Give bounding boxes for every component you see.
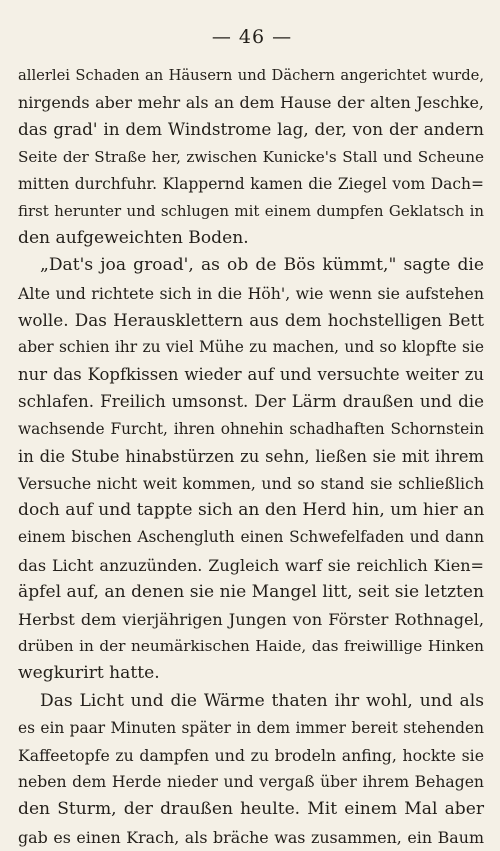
text-line: nirgends aber mehr als an dem Hause der alten Jeschke, [18, 93, 484, 113]
text-line: den aufgeweichten Boden. [18, 228, 249, 249]
text-line: Kaffeetopfe zu dampfen und zu brodeln anfing, hockte sie [18, 746, 484, 766]
text-line: gab es einen Krach, als bräche was zusammen, ein Baum [18, 827, 484, 847]
text-line: „Dat's joa groad', as ob de Bös kümmt," sagte die [40, 255, 484, 276]
text-line: Seite der Straße her, zwischen Kunicke's Stall und Scheune [18, 147, 484, 166]
text-line: wolle. Das Herausklettern aus dem hochstelligen Bett [18, 309, 484, 330]
text-line: das Licht anzuzünden. Zugleich warf sie reichlich Kien= [18, 555, 484, 575]
text-line: in die Stube hinabstürzen zu sehn, ließen sie mit ihrem [18, 446, 484, 466]
page-number: — 46 — [211, 26, 293, 48]
text-line: einem bischen Aschengluth einen Schwefelfaden und dann [18, 528, 484, 547]
text-line: Alte und richtete sich in die Höh', wie wenn sie aufstehen [18, 283, 484, 303]
text-line: first herunter und schlugen mit einem dumpfen Geklatsch in [18, 202, 484, 221]
text-line: schlafen. Freilich umsonst. Der Lärm draußen und die [18, 391, 484, 412]
text-line: wachsende Furcht, ihren ohnehin schadhaften Schornstein [18, 419, 484, 438]
text-line: nur das Kopfkissen wieder auf und versuchte weiter zu [18, 365, 484, 385]
text-line: Versuche nicht weit kommen, und so stand sie schließlich [18, 474, 484, 494]
text-line: aber schien ihr zu viel Mühe zu machen, und so klopfte sie [18, 338, 484, 357]
text-line: es ein paar Minuten später in dem immer bereit stehenden [18, 718, 484, 737]
text-line: den Sturm, der draußen heulte. Mit einem Mal aber [18, 799, 484, 820]
text-line: äpfel auf, an denen sie nie Mangel litt, seit sie letzten [18, 581, 484, 602]
text-line: wegkurirt hatte. [18, 663, 160, 684]
text-line: Das Licht und die Wärme thaten ihr wohl, und als [40, 690, 484, 711]
text-line: das grad' in dem Windstrome lag, der, von der andern [18, 119, 484, 140]
text-line: doch auf und tappte sich an den Herd hin, um hier an [18, 500, 485, 521]
text-line: neben dem Herde nieder und vergaß über ihrem Behagen [18, 773, 484, 792]
text-line: mitten durchfuhr. Klappernd kamen die Ziegel vom Dach= [18, 174, 484, 193]
body-text [18, 62, 486, 851]
text-line: Herbst dem vierjährigen Jungen von Förster Rothnagel, [18, 610, 484, 630]
text-line: drüben in der neumärkischen Haide, das freiwillige Hinken [18, 637, 484, 656]
text-line: allerlei Schaden an Häusern und Dächern angerichtet wurde, [18, 67, 484, 84]
